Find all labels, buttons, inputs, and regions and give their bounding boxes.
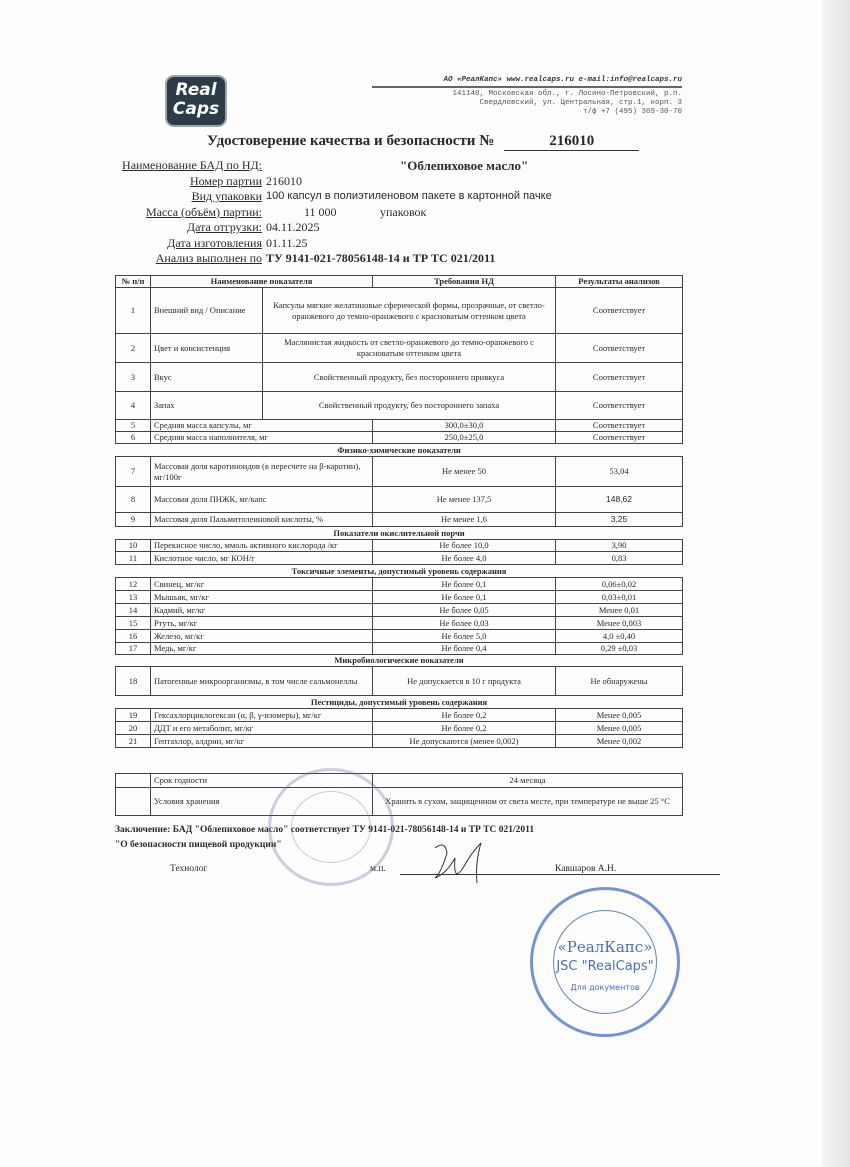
title-text: Удостоверение качества и безопасности № bbox=[207, 133, 495, 149]
table-row bbox=[116, 774, 683, 788]
table-row bbox=[116, 604, 683, 617]
logo-text: Caps bbox=[172, 99, 220, 119]
conclusion-text: "О безопасности пищевой продукции" bbox=[115, 840, 282, 850]
signer-role: Технолог bbox=[170, 864, 208, 874]
section-title: Токсичные элементы, допустимый уровень содержания bbox=[116, 565, 683, 578]
document-title bbox=[207, 133, 639, 151]
row-number: 11 bbox=[116, 552, 151, 565]
row-number: 21 bbox=[116, 735, 151, 748]
row-number: 2 bbox=[116, 334, 151, 363]
table-row bbox=[116, 363, 683, 392]
scan-edge bbox=[822, 0, 850, 1167]
conclusion-text: Заключение: БАД "Облепиховое масло" соответствует ТУ 9141-021-78056148-14 и ТР ТС 021/2011 bbox=[115, 825, 535, 835]
requirement: Не менее 137,5 bbox=[373, 487, 556, 513]
table-row bbox=[116, 788, 683, 816]
requirement: Не допускается в 10 г продукта bbox=[373, 667, 556, 696]
row-number: 1 bbox=[116, 288, 151, 334]
product-name: "Облепиховое масло" bbox=[400, 158, 529, 173]
svg-text:«РеалКапс»: «РеалКапс» bbox=[557, 938, 653, 956]
indicator-name: Массовая доля ПНЖК, мг/капс bbox=[151, 487, 373, 513]
result: Менее 0,003 bbox=[556, 617, 683, 630]
requirement: Не более 0,4 bbox=[373, 643, 556, 655]
shelf-life-value: 24 месяца bbox=[373, 774, 683, 788]
result: 0,03±0,01 bbox=[556, 591, 683, 604]
row-number: 20 bbox=[116, 722, 151, 735]
requirement: Не менее 50 bbox=[373, 457, 556, 487]
requirement: Не более 0,1 bbox=[373, 591, 556, 604]
requirement: Не допускаются (менее 0,002) bbox=[373, 735, 556, 748]
table-row bbox=[116, 540, 683, 552]
row-number: 7 bbox=[116, 457, 151, 487]
requirement: Свойственный продукту, без постороннего привкуса bbox=[263, 363, 556, 392]
header-number: № п/п bbox=[116, 276, 151, 288]
section-title: Микробиологические показатели bbox=[116, 655, 683, 667]
section-title: Физико-химические показатели bbox=[116, 444, 683, 457]
indicator-name: Перекисное число, ммоль активного кислорода /кг bbox=[151, 540, 373, 552]
requirement: Капсулы мягкие желатиновые сферической формы, прозрачные, от светло-оранжевого до темно-оранжевого с красноватым оттенком цвета bbox=[263, 288, 556, 334]
signer-name: Кавшаров А.Н. bbox=[555, 864, 617, 874]
indicator-name: Медь, мг/кг bbox=[151, 643, 373, 655]
table-row bbox=[116, 392, 683, 420]
row-number: 8 bbox=[116, 487, 151, 513]
row-number: 12 bbox=[116, 578, 151, 591]
table-row bbox=[116, 420, 683, 432]
section-header bbox=[116, 696, 683, 709]
indicator-name: Свинец, мг/кг bbox=[151, 578, 373, 591]
result: Соответствует bbox=[556, 363, 683, 392]
indicator-name: Патогенные микроорганизмы, в том числе сальмонеллы bbox=[151, 667, 373, 696]
table-header bbox=[116, 276, 683, 288]
table-row bbox=[116, 513, 683, 527]
section-header bbox=[116, 565, 683, 578]
row-number: 17 bbox=[116, 643, 151, 655]
result: 53,04 bbox=[556, 457, 683, 487]
table-row bbox=[116, 288, 683, 334]
shelf-life-label: Срок годности bbox=[151, 774, 373, 788]
requirement: Не менее 1,6 bbox=[373, 513, 556, 527]
storage-table bbox=[115, 773, 683, 816]
table-row bbox=[116, 578, 683, 591]
section-title: Показатели окислительной порчи bbox=[116, 527, 683, 540]
result: 3,90 bbox=[556, 540, 683, 552]
indicator-name: Внешний вид / Описание bbox=[151, 288, 263, 334]
row-number: 5 bbox=[116, 420, 151, 432]
section-header bbox=[116, 655, 683, 667]
realcaps-logo bbox=[165, 75, 227, 127]
svg-text:Для документов: Для документов bbox=[570, 983, 640, 992]
requirement: Не более 4,0 bbox=[373, 552, 556, 565]
table-row bbox=[116, 487, 683, 513]
indicator-name: Гептахлор, алдрин, мг/кг bbox=[151, 735, 373, 748]
table-row bbox=[116, 667, 683, 696]
result: 4,0 ±0,40 bbox=[556, 630, 683, 643]
row-number: 6 bbox=[116, 432, 151, 444]
table-row bbox=[116, 334, 683, 363]
result: Не обнаружены bbox=[556, 667, 683, 696]
indicator-name: Запах bbox=[151, 392, 263, 420]
row-number: 15 bbox=[116, 617, 151, 630]
row-number: 4 bbox=[116, 392, 151, 420]
section-title: Пестициды, допустимый уровень содержания bbox=[116, 696, 683, 709]
result: Менее 0,005 bbox=[556, 709, 683, 722]
indicator-name: Железо, мг/кг bbox=[151, 630, 373, 643]
indicator-name: Мышьяк, мг/кг bbox=[151, 591, 373, 604]
product-info bbox=[115, 158, 552, 267]
indicator-name: Вкус bbox=[151, 363, 263, 392]
batch-number: 216010 bbox=[266, 173, 302, 188]
table-row bbox=[116, 432, 683, 444]
indicator-name: ДДТ и его метаболит, мг/кг bbox=[151, 722, 373, 735]
section-header bbox=[116, 527, 683, 540]
label: Дата отгрузки: bbox=[186, 220, 262, 234]
result: 0,29 ±0,03 bbox=[556, 643, 683, 655]
batch-mass: 11 000 bbox=[304, 204, 337, 219]
package-type: 100 капсул в полиэтиленовом пакете в картонной пачке bbox=[266, 190, 552, 202]
result: Соответствует bbox=[556, 420, 683, 432]
result: 148,62 bbox=[556, 487, 683, 513]
row-number: 16 bbox=[116, 630, 151, 643]
handwritten-signature bbox=[420, 838, 500, 893]
label: Номер партии bbox=[189, 173, 262, 188]
row-number: 19 bbox=[116, 709, 151, 722]
requirement: Свойственный продукту, без постороннего запаха bbox=[263, 392, 556, 420]
table-row bbox=[116, 617, 683, 630]
table-row bbox=[116, 630, 683, 643]
company-address: 141140, Московская обл., г. Лосино-Петровский, р.п. bbox=[452, 90, 682, 98]
indicator-name: Средняя масса капсулы, мг bbox=[151, 420, 373, 432]
result: 0,83 bbox=[556, 552, 683, 565]
company-header bbox=[372, 76, 682, 117]
empty-cell bbox=[116, 774, 151, 788]
requirement: Не более 5,0 bbox=[373, 630, 556, 643]
result: Соответствует bbox=[556, 432, 683, 444]
svg-text:JSC "RealCaps": JSC "RealCaps" bbox=[556, 959, 654, 974]
indicator-name: Цвет и консистенция bbox=[151, 334, 263, 363]
requirement: Не более 0,2 bbox=[373, 722, 556, 735]
header-results: Результаты анализов bbox=[556, 276, 683, 288]
label: Наименование БАД по НД: bbox=[122, 158, 262, 172]
table-row bbox=[116, 643, 683, 655]
shipping-date: 04.11.2025 bbox=[266, 220, 320, 234]
header-requirements: Требования НД bbox=[373, 276, 556, 288]
result: Соответствует bbox=[556, 288, 683, 334]
indicator-name: Гексахлорциклогексан (α, β, γ-изомеры), мг/кг bbox=[151, 709, 373, 722]
result: 0,06±0,02 bbox=[556, 578, 683, 591]
result: Менее 0,01 bbox=[556, 604, 683, 617]
row-number: 10 bbox=[116, 540, 151, 552]
section-header bbox=[116, 444, 683, 457]
indicator-name: Массовая доля Пальмитолеиновой кислоты, % bbox=[151, 513, 373, 527]
signature-block bbox=[170, 864, 630, 874]
label: Дата изготовления bbox=[167, 235, 262, 250]
batch-mass-unit: упаковок bbox=[380, 204, 427, 219]
label: Вид упаковки bbox=[191, 189, 262, 203]
requirement: Не более 0,2 bbox=[373, 709, 556, 722]
company-contacts: АО «РеалКапс» www.realcaps.ru e-mail:info@realcaps.ru bbox=[372, 76, 682, 88]
requirement: Не более 0,1 bbox=[373, 578, 556, 591]
label: Анализ выполнен по bbox=[155, 251, 262, 265]
table-row bbox=[116, 457, 683, 487]
certificate-number: 216010 bbox=[504, 133, 639, 151]
result: Менее 0,005 bbox=[556, 722, 683, 735]
analysis-table bbox=[115, 275, 683, 748]
indicator-name: Ртуть, мг/кг bbox=[151, 617, 373, 630]
requirement: Не более 10,0 bbox=[373, 540, 556, 552]
header-name: Наименование показателя bbox=[151, 276, 373, 288]
seal-graphic bbox=[533, 890, 677, 1034]
storage-conditions-value: Хранить в сухом, защищенном от света месте, при температуре не выше 25 °С bbox=[373, 788, 683, 816]
row-number: 14 bbox=[116, 604, 151, 617]
seal-place: м.п. bbox=[370, 864, 386, 874]
storage-conditions-label: Условия хранения bbox=[151, 788, 373, 816]
result: 3,25 bbox=[556, 513, 683, 527]
requirement: Маслянистая жидкость от светло-оранжевого до темно-оранжевого с красноватым оттенком цвета bbox=[263, 334, 556, 363]
company-phone: т/ф +7 (495) 369-30-70 bbox=[582, 108, 682, 116]
requirement: Не более 0,05 bbox=[373, 604, 556, 617]
indicator-name: Массовая доля каротиноидов (в пересчете на β-каротин), мг/100г bbox=[151, 457, 373, 487]
indicator-name: Средняя масса наполнителя, мг bbox=[151, 432, 373, 444]
label: Масса (объём) партии: bbox=[145, 204, 262, 219]
table-row bbox=[116, 591, 683, 604]
row-number: 3 bbox=[116, 363, 151, 392]
requirement: Не более 0,03 bbox=[373, 617, 556, 630]
table-row bbox=[116, 552, 683, 565]
row-number: 18 bbox=[116, 667, 151, 696]
result: Соответствует bbox=[556, 392, 683, 420]
table-row bbox=[116, 709, 683, 722]
indicator-name: Кадмий, мг/кг bbox=[151, 604, 373, 617]
requirement: 300,0±30,0 bbox=[373, 420, 556, 432]
requirement: 250,0±25,0 bbox=[373, 432, 556, 444]
table-row bbox=[116, 735, 683, 748]
analysis-standard: ТУ 9141-021-78056148-14 и ТР ТС 021/2011 bbox=[266, 251, 496, 265]
logo-text: Real bbox=[175, 80, 217, 100]
manufacture-date: 01.11.25 bbox=[266, 235, 308, 250]
row-number: 13 bbox=[116, 591, 151, 604]
indicator-name: Кислотное число, мг КОН/г bbox=[151, 552, 373, 565]
result: Соответствует bbox=[556, 334, 683, 363]
empty-cell bbox=[116, 788, 151, 816]
row-number: 9 bbox=[116, 513, 151, 527]
table-row bbox=[116, 722, 683, 735]
company-address: Свердловский, ул. Центральная, стр.1, корп. 3 bbox=[479, 99, 682, 107]
result: Менее 0,002 bbox=[556, 735, 683, 748]
company-seal-faded bbox=[268, 768, 394, 886]
company-seal bbox=[530, 887, 680, 1037]
seal-ring bbox=[291, 791, 371, 863]
